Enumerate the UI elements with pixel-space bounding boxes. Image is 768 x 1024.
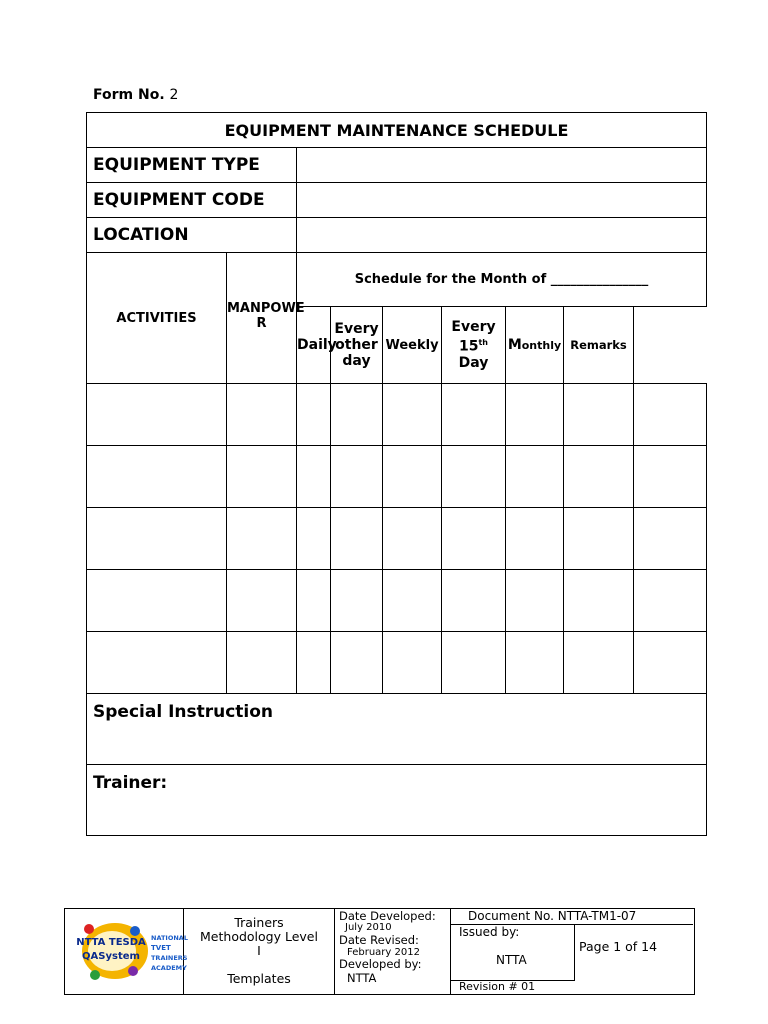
- table-row: [87, 446, 707, 508]
- equipment-type-field[interactable]: [297, 148, 707, 183]
- table-row: [87, 632, 707, 694]
- daily-header: Daily: [297, 307, 331, 384]
- monthly-header: Monthly: [506, 307, 564, 384]
- svg-text:TVET: TVET: [151, 944, 171, 952]
- location-field[interactable]: [297, 218, 707, 253]
- equipment-code-field[interactable]: [297, 183, 707, 218]
- document-info: [451, 909, 694, 994]
- issued-by: Issued by: NTTA: [451, 925, 575, 981]
- svg-text:TRAINERS: TRAINERS: [151, 954, 188, 962]
- svg-text:ACADEMY: ACADEMY: [151, 964, 187, 972]
- maintenance-schedule-table: [86, 112, 707, 836]
- svg-text:NATIONAL: NATIONAL: [151, 934, 188, 942]
- ntta-logo: [65, 909, 188, 994]
- remarks-header: Remarks: [564, 307, 634, 384]
- equipment-code-label: EQUIPMENT CODE: [87, 183, 297, 218]
- document-footer: [64, 908, 695, 995]
- revision-number: Revision # 01: [459, 980, 536, 993]
- table-row: [87, 570, 707, 632]
- location-label: LOCATION: [87, 218, 297, 253]
- every-15th-day-header: Every 15th Day: [442, 307, 506, 384]
- activities-header: ACTIVITIES: [87, 253, 227, 384]
- trainer-section[interactable]: Trainer:: [87, 765, 707, 836]
- svg-text:QASystem: QASystem: [82, 951, 140, 962]
- ntta-logo-icon: [65, 909, 188, 994]
- table-row: [87, 508, 707, 570]
- manpower-header: MANPOWE R: [227, 253, 297, 384]
- svg-text:NTTA TESDA: NTTA TESDA: [76, 937, 146, 948]
- document-number: Document No. NTTA-TM1-07: [451, 909, 693, 925]
- every-other-day-header: Every other day: [331, 307, 383, 384]
- page-count: Page 1 of 14: [579, 939, 658, 954]
- special-instruction-section[interactable]: Special Instruction: [87, 694, 707, 765]
- equipment-type-label: EQUIPMENT TYPE: [87, 148, 297, 183]
- course-title: Trainers Methodology Level I Templates: [184, 909, 335, 994]
- weekly-header: Weekly: [383, 307, 442, 384]
- table-title: EQUIPMENT MAINTENANCE SCHEDULE: [87, 113, 707, 148]
- form-number: Form No. 2: [93, 87, 179, 103]
- table-row: [87, 384, 707, 446]
- schedule-month-header: Schedule for the Month of _______________: [297, 253, 707, 307]
- document-dates: Date Developed: July 2010 Date Revised: February 2012 Developed by: NTTA: [335, 909, 451, 994]
